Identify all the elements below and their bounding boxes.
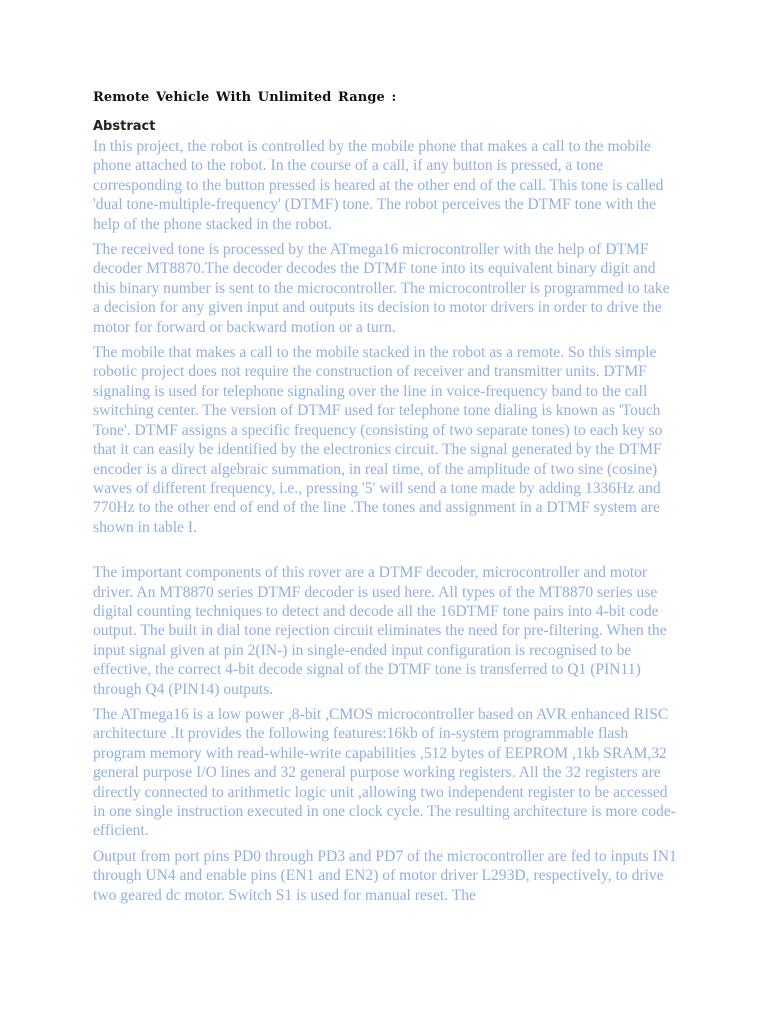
paragraph-output: Output from port pins PD0 through PD3 and PD7 of the microcontroller are fed to inputs IN1 through UN4 and enable pins (EN1 and EN2) of motor driver L293D, respectively, to drive two geared dc motor. Switch S1 is used for manual reset. The: [93, 847, 677, 904]
abstract-heading: Abstract: [93, 119, 156, 134]
paragraph-atmega16: The ATmega16 is a low power ,8-bit ,CMOS microcontroller based on AVR enhanced RISC architecture .It provides the following features:16kb of in-system programmable flash program memory with read-while-write capabilities ,512 bytes of EEPROM ,1kb SRAM,32 general purpose I/O lines and 32 general purpose working registers. All the 32 registers are directly connected to arithmetic logic unit ,allowing two independent register to be accessed in one single instruction executed in one clock cycle. The resulting architecture is more code-efficient.: [93, 705, 676, 840]
paragraph-dtmf: The mobile that makes a call to the mobile stacked in the robot as a remote. So this simple robotic project does not require the construction of receiver and transmitter units. DTMF signaling is used for telephone signaling over the line in voice-frequency band to the call switching center. The version of DTMF used for telephone tone dialing is known as 'Touch Tone'. DTMF assigns a specific frequency (consisting of two separate tones) to each key so that it can easily be identified by the electronics circuit. The signal generated by the DTMF encoder is a direct algebraic summation, in real time, of the amplitude of two sine (cosine) waves of different frequency, i.e., pressing '5' will send a tone made by adding 1336Hz and 770Hz to the other end of end of the line .The tones and assignment in a DTMF system are shown in table I.: [93, 344, 663, 536]
paragraph-processing: The received tone is processed by the ATmega16 microcontroller with the help of DTMF decoder MT8870.The decoder decodes the DTMF tone into its equivalent binary digit and this binary number is sent to the microcontroller. The microcontroller is programmed to take a decision for any given input and outputs its decision to motor drivers in order to drive the motor for forward or backward motion or a turn.: [93, 241, 670, 336]
paragraph-intro: In this project, the robot is controlled by the mobile phone that makes a call to the mobile phone attached to the robot. In the course of a call, if any button is pressed, a tone corresponding to the button pressed is heared at the other end of the call. This tone is called 'dual tone-multiple-frequency' (DTMF) tone. The robot perceives the DTMF tone with the help of the phone stacked in the robot.: [93, 138, 664, 233]
document-title: Remote Vehicle With Unlimited Range :: [93, 90, 397, 105]
paragraph-components: The important components of this rover are a DTMF decoder, microcontroller and motor driver. An MT8870 series DTMF decoder is used here. All types of the MT8870 series use digital counting techniques to detect and decode all the 16DTMF tone pairs into 4-bit code output. The built in dial tone rejection circuit eliminates the need for pre-filtering. When the input signal given at pin 2(IN-) in single-ended input configuration is recognised to be effective, the correct 4-bit decode signal of the DTMF tone is transferred to Q1 (PIN11) through Q4 (PIN14) outputs.: [93, 564, 667, 698]
